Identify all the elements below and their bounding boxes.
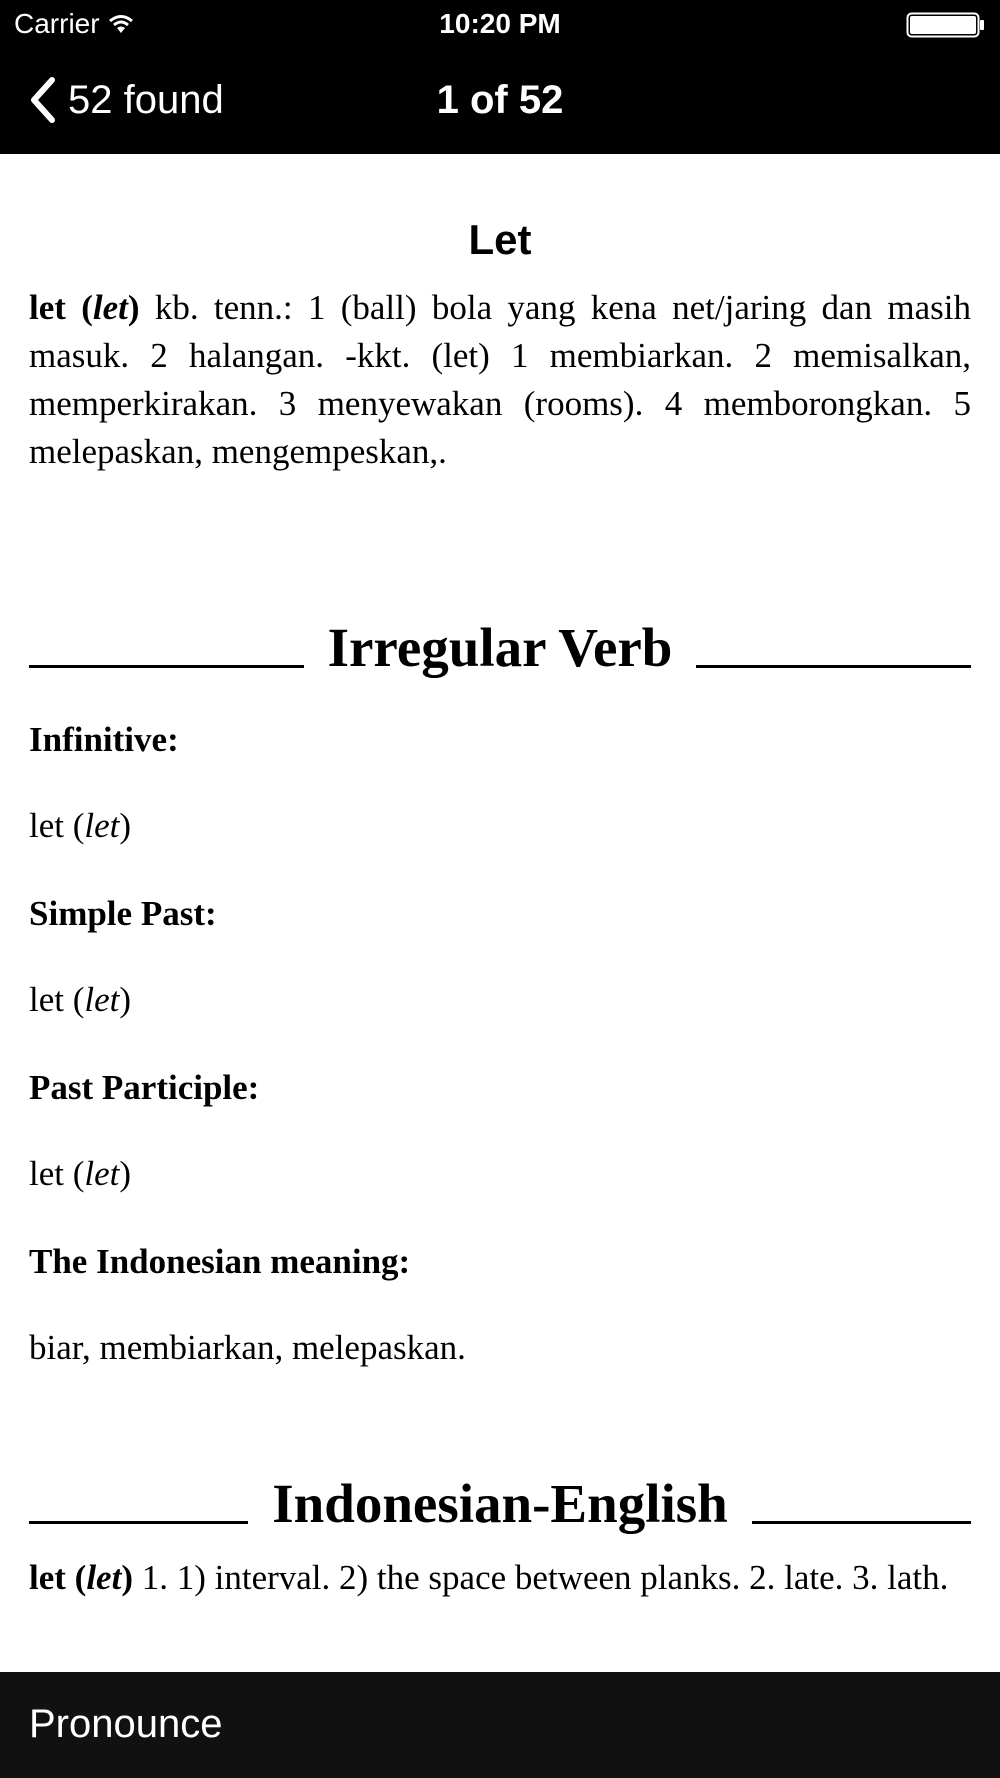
status-time: 10:20 PM <box>439 8 561 39</box>
definition-pronunciation: let <box>92 288 128 327</box>
definition-paragraph <box>29 284 971 476</box>
chevron-left-icon <box>28 76 56 124</box>
status-bar <box>0 0 1000 52</box>
divider <box>752 1521 971 1524</box>
indonesian-english-text: 1. 1) interval. 2) the space between planks. 2. late. 3. lath. <box>141 1558 949 1597</box>
divider <box>29 665 304 668</box>
back-button[interactable] <box>28 76 224 124</box>
bottom-toolbar <box>0 1672 1000 1778</box>
irregular-verb-header <box>29 610 971 680</box>
indonesian-meaning-value: biar, membiarkan, melepaskan. <box>29 1328 466 1367</box>
indonesian-english-term: let (let) <box>29 1558 133 1597</box>
page-title: 1 of 52 <box>436 78 564 122</box>
indonesian-english-paragraph <box>29 1554 971 1602</box>
headword: Let <box>468 216 532 263</box>
back-button-label: 52 found <box>68 77 224 122</box>
infinitive-label: Infinitive: <box>29 720 179 759</box>
past-participle-value: let (let) <box>29 1154 132 1193</box>
indonesian-english-header <box>29 1466 971 1536</box>
indonesian-english-title: Indonesian-English <box>272 1473 728 1534</box>
divider <box>696 665 971 668</box>
divider <box>29 1521 248 1524</box>
carrier-label: Carrier <box>14 8 100 39</box>
pronounce-button[interactable]: Pronounce <box>29 1702 223 1746</box>
entry-content[interactable] <box>0 154 1000 1672</box>
definition-term: let (let) <box>29 288 140 327</box>
past-participle-label: Past Participle: <box>29 1068 260 1107</box>
simple-past-label: Simple Past: <box>29 894 217 933</box>
irregular-verb-title: Irregular Verb <box>327 617 673 678</box>
infinitive-value: let (let) <box>29 806 132 845</box>
navigation-bar <box>0 52 1000 154</box>
simple-past-value: let (let) <box>29 980 132 1019</box>
battery-icon <box>906 12 986 38</box>
definition-text: kb. tenn.: 1 (ball) bola yang kena net/jaring dan masih masuk. 2 halangan. -kkt. (let) 1 membiarkan. 2 memisalkan, memperkirakan. 3 menyewakan (rooms). 4 memborongkan. 5 melepaskan, mengempeskan,. <box>29 288 972 471</box>
indonesian-meaning-label: The Indonesian meaning: <box>29 1242 411 1281</box>
